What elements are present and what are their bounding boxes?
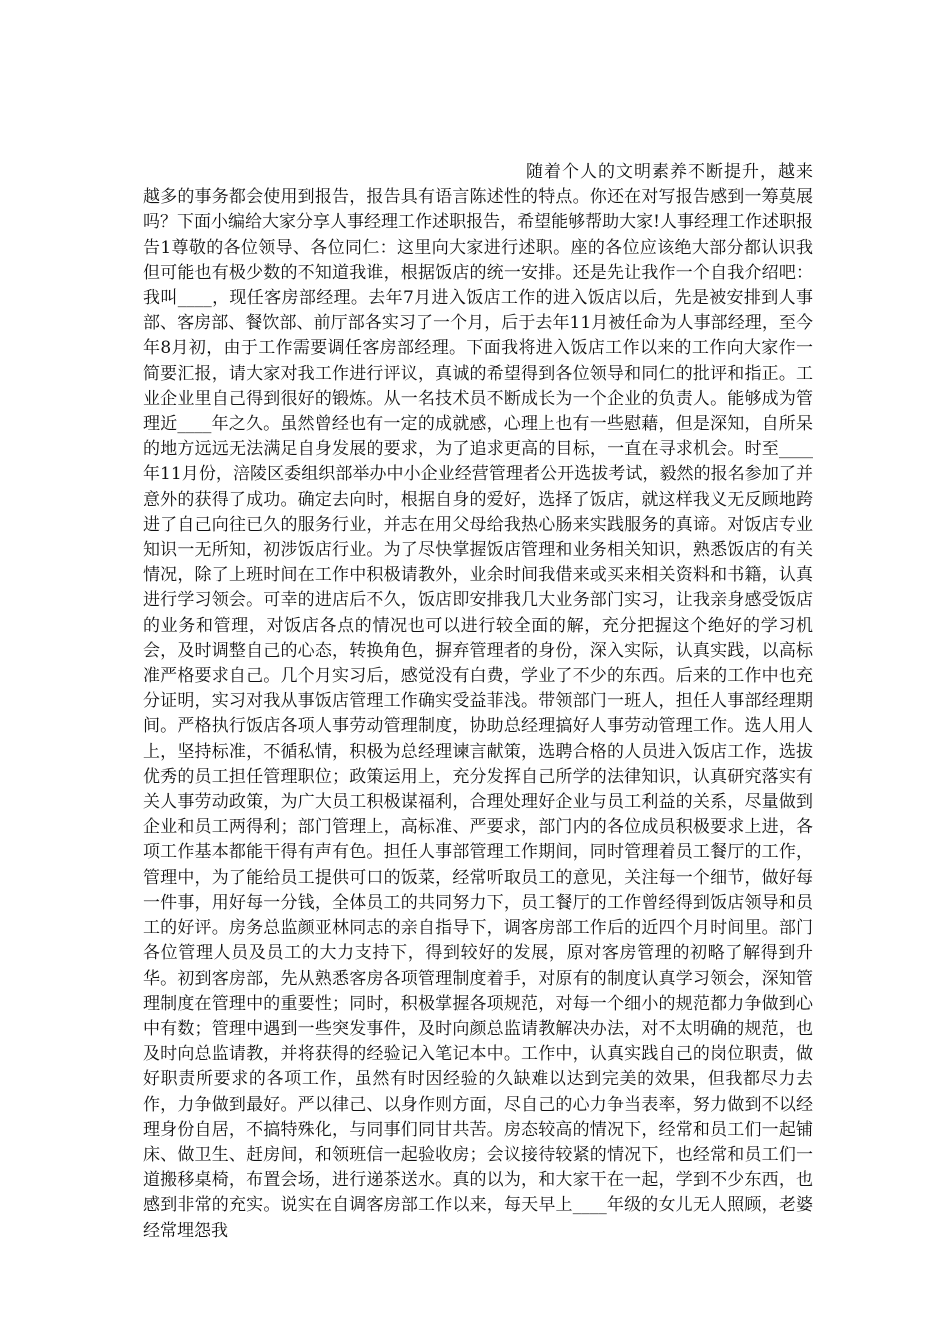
report-body-text: 随着个人的文明素养不断提升，越来越多的事务都会使用到报告，报告具有语言陈述性的特点。你还在对写报告感到一筹莫展吗？下面小编给大家分享人事经理工作述职报告，希望能够帮助大家!人事经理工作述职报告1尊敬的各位领导、各位同仁：这里向大家进行述职。座的各位应该绝大部分都认识我但可能也有极少数的不知道我谁，根据饭店的统一安排。还是先让我作一个自我介绍吧：我叫____，现任客房部经理。去年7月进入饭店工作的进入饭店以后，先是被安排到人事部、客房部、餐饮部、前厅部各实习了一个月，后于去年11月被任命为人事部经理，至今年8月初，由于工作需要调任客房部经理。下面我将进入饭店工作以来的工作向大家作一简要汇报，请大家对我工作进行评议，真诚的希望得到各位领导和同仁的批评和指正。工业企业里自己得到很好的锻炼。从一名技术员不断成长为一个企业的负责人。能够成为管理近____年之久。虽然曾经也有一定的成就感，心理上也有一些慰藉，但是深知，自所呆的地方远远无法满足自身发展的要求，为了追求更高的目标，一直在寻求机会。时至____年11月份，涪陵区委组织部举办中小企业经营管理者公开选拔考试，毅然的报名参加了并意外的获得了成功。确定去向时，根据自身的爱好，选择了饭店，就这样我义无反顾地跨进了自己向往已久的服务行业，并志在用父母给我热心肠来实践服务的真谛。对饭店专业知识一无所知，初涉饭店行业。为了尽快掌握饭店管理和业务相关知识，熟悉饭店的有关情况，除了上班时间在工作中积极请教外，业余时间我借来或买来相关资料和书籍，认真进行学习领会。可幸的进店后不久，饭店即安排我几大业务部门实习，让我亲身感受饭店的业务和管理，对饭店各点的情况也可以进行较全面的解，充分把握这个绝好的学习机会，及时调整自己的心态，转换角色，摒弃管理者的身份，深入实际，认真实践，以高标准严格要求自己。几个月实习后，感觉没有白费，学业了不少的东西。后来的工作中也充分证明，实习对我从事饭店管理工作确实受益菲浅。带领部门一班人，担任人事部经理期间。严格执行饭店各项人事劳动管理制度，协助总经理搞好人事劳动管理工作。选人用人上，坚持标准，不循私情，积极为总经理谏言献策，选聘合格的人员进入饭店工作，选拔优秀的员工担任管理职位；政策运用上，充分发挥自己所学的法律知识，认真研究落实有关人事劳动政策，为广大员工积极谋福利，合理处理好企业与员工利益的关系，尽量做到企业和员工两得利；部门管理上，高标准、严要求，部门内的各位成员积极要求上进，各项工作基本都能干得有声有色。担任人事部管理工作期间，同时管理着员工餐厅的工作，管理中，为了能给员工提供可口的饭菜，经常听取员工的意见，关注每一个细节，做好每一件事，用好每一分钱，全体员工的共同努力下，员工餐厅的工作曾经得到饭店领导和员工的好评。房务总监颜亚林同志的亲自指导下，调客房部工作后的近四个月时间里。部门各位管理人员及员工的大力支持下，得到较好的发展，原对客房管理的初略了解得到升华。初到客房部，先从熟悉客房各项管理制度着手，对原有的制度认真学习领会，深知管理制度在管理中的重要性；同时，积极掌握各项规范，对每一个细小的规范都力争做到心中有数；管理中遇到一些突发事件，及时向颜总监请教解决办法，对不太明确的规范，也及时向总监请教，并将获得的经验记入笔记本中。工作中，认真实践自己的岗位职责，做好职责所要求的各项工作，虽然有时因经验的久缺难以达到完美的效果，但我都尽力去作，力争做到最好。严以律己、以身作则方面，尽自己的心力争当表率，努力做到不以经理身份自居，不搞特殊化，与同事们同甘共苦。房态较高的情况下，经常和员工们一起铺床、做卫生、赶房间，和领班信一起验收房；会议接待较紧的情况下，也经常和员工们一道搬移桌椅，布置会场，进行递茶送水。真的以为，和大家干在一起，学到不少东西，也感到非常的充实。说实在自调客房部工作以来，每天早上____年级的女儿无人照顾，老婆经常埋怨我 <box>143 162 813 1241</box>
